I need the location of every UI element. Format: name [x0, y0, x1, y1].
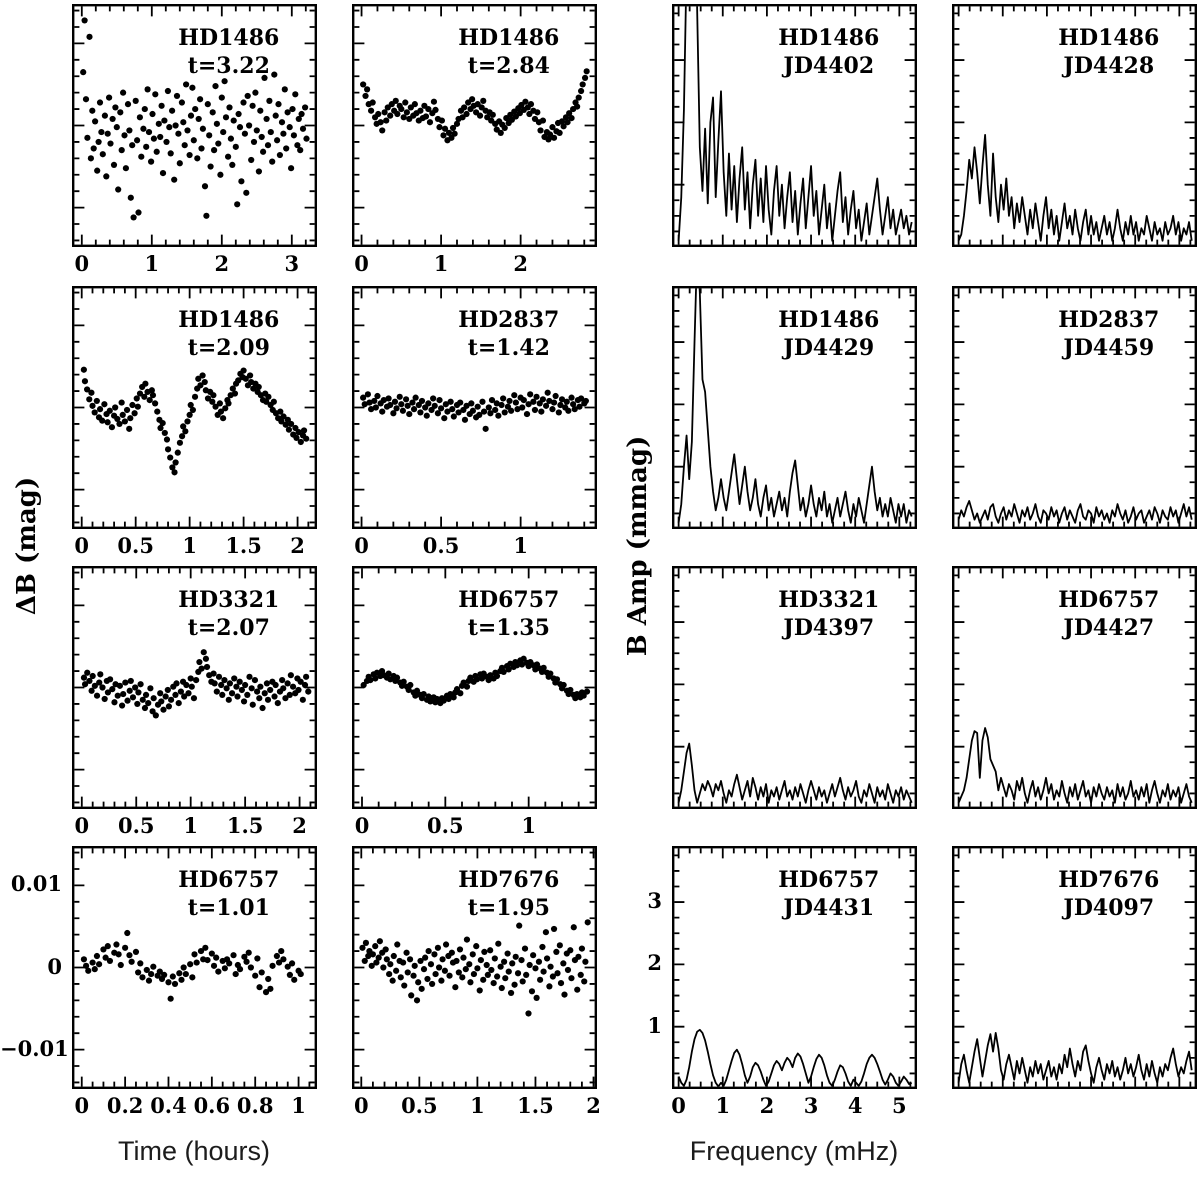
star-name: HD1486 [778, 307, 880, 333]
run-label: JD4097 [1063, 895, 1155, 921]
run-label: JD4427 [1063, 615, 1155, 641]
x-axis-title-frequency: Frequency (mHz) [689, 1136, 899, 1166]
x-tick-label: 4 [847, 1093, 863, 1118]
x-tick-label: 0 [354, 533, 369, 558]
panel-lightcurve-hd7676 [352, 846, 597, 1089]
star-name: HD1486 [178, 25, 280, 51]
panel-label-spectrum-hd7676-jd4097 [1058, 866, 1159, 922]
y-axis-title-delta-b: ΔB (mag) [12, 476, 42, 616]
panel-label-spectrum-hd2837-jd4459 [1058, 306, 1159, 362]
panel-label-spectrum-hd3321-jd4397 [778, 586, 879, 642]
x-tick-label: 1 [470, 1093, 485, 1118]
star-name: HD2837 [1058, 307, 1160, 333]
panel-lightcurve-hd3321 [72, 566, 317, 809]
y-tick-label: 0.01 [10, 871, 62, 897]
panel-lightcurve-hd1486-a [72, 4, 317, 247]
x-tick-label: 0.5 [117, 813, 155, 838]
x-tick-label: 0.8 [236, 1093, 274, 1118]
star-name: HD1486 [1058, 25, 1160, 51]
x-tick-label: 0.6 [193, 1093, 231, 1118]
x-tick-label: 1.5 [225, 533, 262, 558]
run-label: t=1.95 [467, 895, 550, 921]
panel-lightcurve-hd2837 [352, 286, 597, 529]
panel-spectrum-hd6757-jd4427 [952, 566, 1197, 809]
panel-label-lightcurve-hd6757-a [458, 586, 559, 642]
x-tick-label: 1.5 [517, 1093, 554, 1118]
run-label: JD4402 [783, 53, 875, 79]
x-tick-label: 0.5 [422, 533, 460, 558]
run-label: JD4397 [783, 615, 875, 641]
x-tick-label: 2 [759, 1093, 775, 1118]
y-axis-title-b-amp: B Amp (mmag) [623, 435, 653, 657]
star-name: HD6757 [458, 587, 560, 613]
x-tick-label: 0 [354, 251, 369, 276]
panel-label-spectrum-hd6757-jd4427 [1058, 586, 1159, 642]
star-name: HD6757 [1058, 587, 1160, 613]
x-tick-label: 5 [892, 1093, 907, 1118]
run-label: t=1.42 [467, 335, 550, 361]
x-tick-label: 0 [74, 1093, 90, 1118]
panel-label-lightcurve-hd1486-c [178, 306, 279, 362]
x-tick-label: 1 [715, 1093, 731, 1118]
panel-lightcurve-hd6757-b [72, 846, 317, 1089]
x-tick-label: 0.5 [117, 533, 154, 558]
y-tick-label: 3 [647, 888, 662, 914]
x-tick-label: 2 [290, 533, 305, 558]
x-tick-label: 1 [521, 813, 536, 838]
panel-lightcurve-hd1486-c [72, 286, 317, 529]
panel-label-spectrum-hd6757-jd4431 [778, 866, 879, 922]
run-label: t=3.22 [187, 53, 270, 79]
x-tick-label: 2 [586, 1093, 601, 1118]
x-tick-label: 1 [433, 251, 449, 276]
x-tick-label: 0 [671, 1093, 686, 1118]
star-name: HD3321 [178, 587, 280, 613]
y-tick-label: 2 [647, 950, 662, 976]
x-tick-label: 0.5 [401, 1093, 438, 1118]
x-tick-label: 2 [513, 251, 528, 276]
star-name: HD1486 [458, 25, 560, 51]
y-tick-label: −0.01 [0, 1035, 69, 1061]
run-label: JD4428 [1063, 53, 1155, 79]
panel-label-lightcurve-hd2837 [458, 306, 559, 362]
y-tick-label: 0 [47, 953, 62, 979]
run-label: JD4431 [783, 895, 875, 921]
run-label: JD4429 [783, 335, 875, 361]
star-name: HD2837 [458, 307, 560, 333]
run-label: t=1.01 [187, 895, 270, 921]
x-tick-label: 0.2 [106, 1093, 144, 1118]
panel-label-lightcurve-hd1486-a [178, 24, 279, 80]
x-tick-label: 1 [183, 813, 198, 838]
x-tick-label: 1 [182, 533, 197, 558]
star-name: HD7676 [1058, 867, 1160, 893]
x-tick-label: 2 [214, 251, 230, 276]
panel-label-spectrum-hd1486-jd4428 [1058, 24, 1159, 80]
x-tick-label: 1 [144, 251, 160, 276]
panel-spectrum-hd3321-jd4397 [672, 566, 917, 809]
star-name: HD1486 [778, 25, 880, 51]
panel-spectrum-hd7676-jd4097 [952, 846, 1197, 1089]
panel-label-spectrum-hd1486-jd4429 [778, 306, 879, 362]
star-name: HD1486 [178, 307, 280, 333]
y-tick-label: 1 [647, 1012, 662, 1038]
panel-label-spectrum-hd1486-jd4402 [778, 24, 879, 80]
x-tick-label: 1 [291, 1093, 306, 1118]
star-name: HD3321 [778, 587, 880, 613]
panel-spectrum-hd2837-jd4459 [952, 286, 1197, 529]
x-tick-label: 3 [803, 1093, 819, 1118]
x-tick-label: 0.4 [150, 1093, 187, 1118]
run-label: t=2.07 [187, 615, 270, 641]
panel-spectrum-hd1486-jd4402 [672, 4, 917, 247]
panel-label-lightcurve-hd1486-b [458, 24, 559, 80]
x-tick-label: 0 [74, 813, 90, 838]
star-name: HD7676 [458, 867, 560, 893]
panel-lightcurve-hd1486-b [352, 4, 597, 247]
x-axis-title-time: Time (hours) [117, 1136, 271, 1166]
panel-spectrum-hd1486-jd4428 [952, 4, 1197, 247]
run-label: t=2.09 [187, 335, 270, 361]
panel-label-lightcurve-hd7676 [458, 866, 559, 922]
x-tick-label: 2 [292, 813, 307, 838]
run-label: JD4459 [1063, 335, 1155, 361]
x-tick-label: 0 [74, 251, 90, 276]
panel-spectrum-hd1486-jd4429 [672, 286, 917, 529]
x-tick-label: 1.5 [226, 813, 264, 838]
x-tick-label: 0 [354, 813, 370, 838]
x-tick-label: 1 [513, 533, 528, 558]
run-label: t=2.84 [467, 53, 550, 79]
panel-label-lightcurve-hd6757-b [178, 866, 279, 922]
panel-lightcurve-hd6757-a [352, 566, 597, 809]
x-tick-label: 0 [74, 533, 90, 558]
star-name: HD6757 [778, 867, 880, 893]
x-tick-label: 0 [353, 1093, 369, 1118]
x-tick-label: 0.5 [427, 813, 464, 838]
star-name: HD6757 [178, 867, 280, 893]
panel-spectrum-hd6757-jd4431 [672, 846, 917, 1089]
x-tick-label: 3 [284, 251, 300, 276]
panel-label-lightcurve-hd3321 [178, 586, 279, 642]
run-label: t=1.35 [467, 615, 550, 641]
